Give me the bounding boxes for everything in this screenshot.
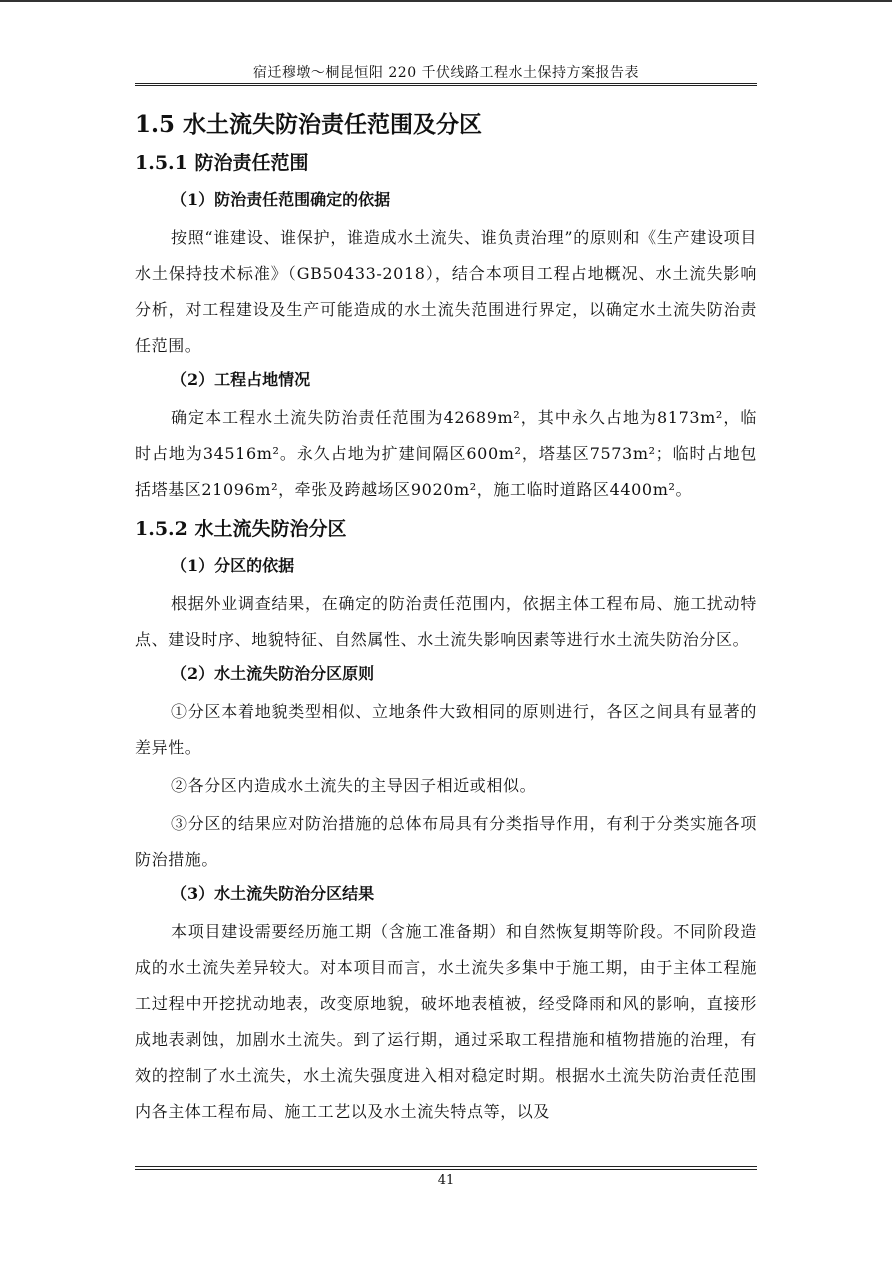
subsection-title-zoning: 1.5.2 水土流失防治分区 bbox=[135, 518, 347, 540]
page-number: 41 bbox=[437, 1173, 455, 1188]
paragraph-principle-1: ①分区本着地貌类型相似、立地条件大致相同的原则进行，各区之间具有显著的差异性。 bbox=[135, 702, 757, 757]
paragraph-land-occupation: 确定本工程水土流失防治责任范围为42689m²，其中永久占地为8173m²，临时占地为34516m²。永久占地为扩建间隔区600m²，塔基区7573m²；临时占地包括塔基区21096m²，牵张及跨越场区9020m²，施工临时道路区4400m²。 bbox=[135, 408, 757, 499]
header-rule bbox=[135, 83, 757, 84]
heading-zoning-principle: （2）水土流失防治分区原则 bbox=[171, 664, 375, 683]
heading-zoning-result: （3）水土流失防治分区结果 bbox=[171, 884, 375, 903]
paragraph-principle-3: ③分区的结果应对防治措施的总体布局具有分类指导作用，有利于分类实施各项防治措施。 bbox=[135, 814, 757, 869]
section-title: 1.5 水土流失防治责任范围及分区 bbox=[135, 111, 483, 138]
heading-land-occupation: （2）工程占地情况 bbox=[171, 370, 311, 389]
top-border bbox=[0, 0, 892, 2]
footer-rule-secondary bbox=[135, 1169, 757, 1170]
page-content bbox=[135, 100, 757, 1132]
footer-rule bbox=[135, 1166, 757, 1167]
page-header: 宿迁穆墩～桐昆恒阳 220 千伏线路工程水土保持方案报告表 bbox=[252, 65, 640, 81]
heading-zoning-basis: （1）分区的依据 bbox=[171, 556, 295, 575]
heading-responsibility-basis: （1）防治责任范围确定的依据 bbox=[171, 190, 391, 209]
header-rule-secondary bbox=[135, 85, 757, 86]
paragraph-zoning-basis: 根据外业调查结果，在确定的防治责任范围内，依据主体工程布局、施工扰动特点、建设时序、地貌特征、自然属性、水土流失影响因素等进行水土流失防治分区。 bbox=[135, 594, 757, 649]
paragraph-principle-2: ②各分区内造成水土流失的主导因子相近或相似。 bbox=[171, 776, 537, 795]
subsection-title-responsibility: 1.5.1 防治责任范围 bbox=[135, 152, 309, 174]
paragraph-zoning-result: 本项目建设需要经历施工期（含施工准备期）和自然恢复期等阶段。不同阶段造成的水土流失差异较大。对本项目而言，水土流失多集中于施工期，由于主体工程施工过程中开挖扰动地表，改变原地貌，破坏地表植被，经受降雨和风的影响，直接形成地表剥蚀，加剧水土流失。到了运行期，通过采取工程措施和植物措施的治理，有效的控制了水土流失，水土流失强度进入相对稳定时期。根据水土流失防治责任范围内各主体工程布局、施工工艺以及水土流失特点等，以及 bbox=[135, 922, 757, 1121]
paragraph-responsibility-basis: 按照“谁建设、谁保护，谁造成水土流失、谁负责治理”的原则和《生产建设项目水土保持技术标准》（GB50433-2018），结合本项目工程占地概况、水土流失影响分析，对工程建设及生产可能造成的水土流失范围进行界定，以确定水土流失防治责任范围。 bbox=[135, 228, 757, 355]
